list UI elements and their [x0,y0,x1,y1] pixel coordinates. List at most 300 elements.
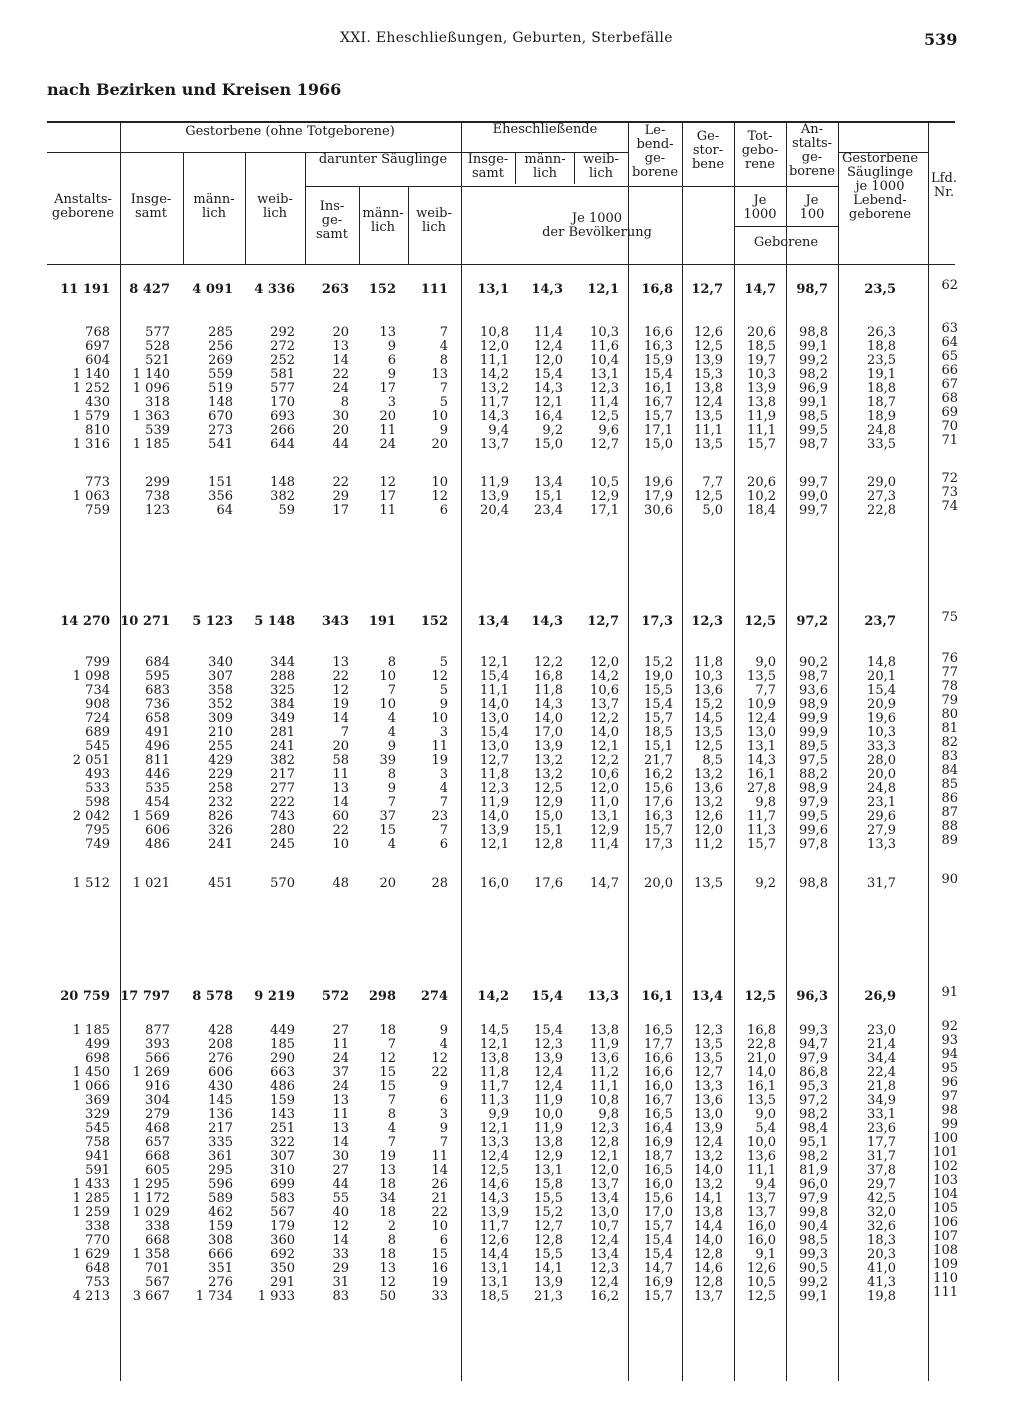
table-cell: 7 [387,1037,396,1052]
table-cell: 486 [270,1079,295,1094]
table-cell: 670 [208,409,233,424]
table-cell: 81,9 [799,1163,828,1178]
table-cell: 12,4 [590,1275,619,1290]
table-cell: 27,3 [867,489,896,504]
table-cell: 13,7 [480,437,509,452]
table-cell: 170 [270,395,295,410]
table-cell: 159 [208,1219,233,1234]
table-cell: 18,9 [867,409,896,424]
header-saeuglinge-maennlich-line: männ- [362,206,404,221]
table-cell: 15 [379,1079,396,1094]
table-cell: 245 [270,837,295,852]
table-cell: 9,4 [755,1177,776,1192]
table-cell: 648 [85,1261,110,1276]
table-cell: 591 [85,1163,110,1178]
table-cell: 1 629 [72,1247,110,1262]
table-cell: 16,0 [644,1079,673,1094]
table-cell: 298 [368,989,396,1004]
table-cell: 14 [332,353,349,368]
table-cell: 33,1 [867,1107,896,1122]
table-cell: 1 098 [72,669,110,684]
table-cell: 382 [270,489,295,504]
table-cell: 285 [208,325,233,340]
table-cell: 14,3 [747,753,776,768]
table-cell: 12,4 [480,1149,509,1164]
row-number: 93 [941,1033,958,1048]
table-cell: 13 [332,1093,349,1108]
header-ehe-weiblich-line: lich [589,166,613,181]
table-cell: 14 [332,711,349,726]
table-cell: 273 [208,423,233,438]
table-cell: 493 [85,767,110,782]
table-cell: 581 [270,367,295,382]
table-cell: 13,2 [694,767,723,782]
row-number: 111 [933,1285,958,1300]
table-cell: 689 [85,725,110,740]
table-cell: 451 [208,876,233,891]
table-cell: 743 [270,809,295,824]
table-cell: 50 [379,1289,396,1304]
table-cell: 98,5 [799,1233,828,1248]
table-cell: 382 [270,753,295,768]
table-cell: 12,1 [480,1037,509,1052]
table-cell: 10 [431,409,448,424]
table-cell: 12,1 [587,282,619,297]
table-cell: 14,4 [694,1219,723,1234]
header-ehe-insgesamt-line: Insge- [467,152,509,167]
table-cell: 299 [145,475,170,490]
table-cell: 12,8 [534,1233,563,1248]
table-cell: 1 140 [132,367,170,382]
table-cell: 12,2 [590,711,619,726]
table-cell: 11 [379,503,396,518]
table-cell: 16,1 [641,989,673,1004]
table-cell: 13,2 [534,767,563,782]
table-cell: 20,0 [867,767,896,782]
table-cell: 658 [145,711,170,726]
table-cell: 13,8 [480,1051,509,1066]
table-cell: 14,2 [590,669,619,684]
table-cell: 5 123 [192,614,233,629]
table-cell: 11 [431,739,448,754]
table-cell: 10,9 [747,697,776,712]
table-cell: 14,3 [480,1191,509,1206]
table-cell: 14,0 [590,725,619,740]
row-number: 64 [941,335,958,350]
table-cell: 208 [208,1037,233,1052]
table-cell: 16,3 [644,809,673,824]
header-je100-geborene-line: Je [805,193,819,208]
table-cell: 83 [332,1289,349,1304]
table-cell: 15,7 [644,409,673,424]
row-number: 92 [941,1019,958,1034]
table-cell: 97,2 [799,1093,828,1108]
row-number: 99 [941,1117,958,1132]
table-cell: 12,3 [691,614,723,629]
table-cell: 6 [439,1093,448,1108]
table-cell: 11,7 [480,1079,509,1094]
table-cell: 12,4 [694,1135,723,1150]
table-cell: 280 [270,823,295,838]
table-cell: 15,6 [644,1191,673,1206]
table-cell: 20,1 [867,669,896,684]
table-cell: 10,8 [590,1093,619,1108]
table-cell: 152 [420,614,448,629]
table-cell: 10,0 [747,1135,776,1150]
table-cell: 11,9 [480,475,509,490]
table-cell: 98,7 [796,282,828,297]
table-cell: 1 096 [132,381,170,396]
table-cell: 572 [321,989,349,1004]
row-number: 95 [941,1061,958,1076]
table-cell: 14,1 [534,1261,563,1276]
table-cell: 12,5 [744,989,776,1004]
row-number: 89 [941,833,958,848]
table-cell: 12,0 [694,823,723,838]
page-number: 539 [924,30,958,49]
table-cell: 13,1 [590,367,619,382]
table-cell: 13,9 [534,1051,563,1066]
table-cell: 19,6 [644,475,673,490]
table-cell: 252 [270,353,295,368]
table-cell: 2 042 [72,809,110,824]
row-number: 91 [941,985,958,1000]
header-ehe-insgesamt [468,153,509,181]
table-cell: 17,1 [590,503,619,518]
table-cell: 291 [270,1275,295,1290]
table-cell: 11,0 [590,795,619,810]
table-cell: 11,1 [480,683,509,698]
table-cell: 13,2 [480,381,509,396]
table-cell: 17 [379,489,396,504]
table-cell: 734 [85,683,110,698]
table-cell: 3 [439,767,448,782]
row-number: 85 [941,777,958,792]
table-cell: 1 433 [72,1177,110,1192]
table-cell: 99,5 [799,423,828,438]
table-cell: 99,8 [799,1205,828,1220]
table-cell: 16,6 [644,1051,673,1066]
table-cell: 14,6 [480,1177,509,1192]
header-anstaltsgeborene-line: geborene [51,206,115,221]
table-cell: 12,5 [747,1289,776,1304]
table-cell: 13,1 [480,1261,509,1276]
table-cell: 14,5 [480,1023,509,1038]
table-cell: 8 427 [129,282,170,297]
table-cell: 810 [85,423,110,438]
table-cell: 13,7 [590,1177,619,1192]
table-cell: 12,3 [480,781,509,796]
table-cell: 1 172 [132,1191,170,1206]
table-cell: 11,8 [534,683,563,698]
table-cell: 12 [379,1275,396,1290]
table-cell: 10,3 [867,725,896,740]
table-cell: 99,2 [799,353,828,368]
row-number: 98 [941,1103,958,1118]
table-cell: 16,3 [644,339,673,354]
table-cell: 428 [208,1023,233,1038]
table-cell: 13 [431,367,448,382]
table-cell: 95,1 [799,1135,828,1150]
table-cell: 361 [208,1149,233,1164]
table-cell: 12,4 [534,1065,563,1080]
table-cell: 454 [145,795,170,810]
table-cell: 13,1 [747,739,776,754]
table-cell: 266 [270,423,295,438]
table-cell: 16,0 [747,1233,776,1248]
table-cell: 13,3 [480,1135,509,1150]
col-divider [928,121,929,1381]
table-cell: 11,7 [480,395,509,410]
table-cell: 21,4 [867,1037,896,1052]
table-cell: 10 [379,697,396,712]
table-cell: 11,2 [590,1065,619,1080]
header-gestorbene-weiblich-line: weib- [257,192,293,207]
table-cell: 684 [145,655,170,670]
header-gestorbene-group: Gestorbene (ohne Totgeborene) [185,124,395,139]
table-cell: 1 063 [72,489,110,504]
table-cell: 148 [270,475,295,490]
table-cell: 799 [85,655,110,670]
row-number: 75 [941,610,958,625]
header-saeuglinge-weiblich-line: weib- [416,206,452,221]
table-cell: 9,2 [755,876,776,891]
table-cell: 23,5 [867,353,896,368]
table-cell: 329 [85,1107,110,1122]
table-cell: 9 219 [254,989,295,1004]
table-cell: 429 [208,753,233,768]
table-cell: 528 [145,339,170,354]
table-cell: 28 [431,876,448,891]
table-cell: 10 271 [120,614,170,629]
row-number: 105 [933,1201,958,1216]
table-cell: 98,4 [799,1121,828,1136]
table-cell: 11 [332,1037,349,1052]
table-cell: 41,3 [867,1275,896,1290]
table-cell: 17,6 [534,876,563,891]
table-cell: 55 [332,1191,349,1206]
header-gestorbene-weiblich [257,193,293,221]
table-cell: 13,9 [480,489,509,504]
table-cell: 29 [332,1261,349,1276]
table-cell: 21,8 [867,1079,896,1094]
table-cell: 11,3 [747,823,776,838]
table-cell: 269 [208,353,233,368]
table-cell: 12,4 [590,1233,619,1248]
table-cell: 98,5 [799,409,828,424]
table-cell: 15,7 [747,837,776,852]
table-cell: 11,9 [590,1037,619,1052]
table-cell: 307 [208,669,233,684]
table-cell: 1 358 [132,1247,170,1262]
table-cell: 12,8 [534,837,563,852]
table-cell: 13,7 [694,1289,723,1304]
table-cell: 12,1 [534,395,563,410]
table-cell: 12,4 [534,1079,563,1094]
table-cell: 446 [145,767,170,782]
table-cell: 29,0 [867,475,896,490]
row-number: 94 [941,1047,958,1062]
table-cell: 24,8 [867,423,896,438]
table-cell: 12,4 [534,339,563,354]
table-cell: 9,8 [598,1107,619,1122]
table-cell: 4 213 [72,1289,110,1304]
table-cell: 15,2 [694,697,723,712]
table-cell: 11,1 [694,423,723,438]
table-cell: 16,1 [644,381,673,396]
table-cell: 11,9 [747,409,776,424]
table-cell: 58 [332,753,349,768]
table-cell: 14,0 [694,1163,723,1178]
col-divider [408,186,409,264]
table-cell: 15,3 [694,367,723,382]
table-cell: 16,0 [747,1219,776,1234]
row-number: 74 [941,499,958,514]
table-cell: 98,8 [799,876,828,891]
table-cell: 15,5 [534,1191,563,1206]
table-cell: 519 [208,381,233,396]
table-cell: 13,0 [480,739,509,754]
table-cell: 26,3 [867,325,896,340]
header-geborene: Geborene [753,235,819,250]
table-cell: 10 [379,669,396,684]
table-cell: 288 [270,669,295,684]
table-cell: 11,1 [480,353,509,368]
table-cell: 7 [439,325,448,340]
table-cell: 99,9 [799,711,828,726]
table-cell: 12,2 [534,655,563,670]
page-title: XXI. Eheschließungen, Geburten, Sterbefälle [340,30,673,46]
row-number: 80 [941,707,958,722]
header-totgeborene-line: rene [745,157,775,172]
table-cell: 10,3 [590,325,619,340]
table-cell: 11,7 [480,1219,509,1234]
table-cell: 666 [208,1247,233,1262]
header-gestorbene-insgesamt [131,193,172,221]
table-cell: 14,3 [531,614,563,629]
table-cell: 18,5 [480,1289,509,1304]
table-cell: 9,0 [755,655,776,670]
table-cell: 384 [270,697,295,712]
table-cell: 32,6 [867,1219,896,1234]
table-cell: 17,3 [644,837,673,852]
table-cell: 15,5 [534,1247,563,1262]
table-cell: 4 [439,1037,448,1052]
table-cell: 33,5 [867,437,896,452]
table-cell: 37 [332,1065,349,1080]
table-cell: 1 252 [72,381,110,396]
table-cell: 941 [85,1149,110,1164]
table-cell: 5 [439,683,448,698]
table-cell: 12,4 [694,395,723,410]
table-cell: 1 316 [72,437,110,452]
table-cell: 877 [145,1023,170,1038]
table-cell: 15 [379,823,396,838]
table-cell: 13,4 [691,989,723,1004]
table-cell: 23,4 [534,503,563,518]
table-cell: 15 [431,1247,448,1262]
row-number: 71 [941,433,958,448]
table-cell: 14 [332,1135,349,1150]
table-cell: 28,0 [867,753,896,768]
table-cell: 644 [270,437,295,452]
table-cell: 753 [85,1275,110,1290]
table-cell: 10,2 [747,489,776,504]
table-cell: 657 [145,1135,170,1150]
table-cell: 14,3 [480,409,509,424]
col-divider [245,152,246,264]
table-cell: 13,6 [590,1051,619,1066]
table-cell: 27 [332,1163,349,1178]
table-cell: 13 [332,781,349,796]
table-cell: 1 259 [72,1205,110,1220]
table-cell: 16,8 [641,282,673,297]
table-cell: 10,6 [590,767,619,782]
table-cell: 12,1 [480,837,509,852]
table-cell: 11,3 [480,1093,509,1108]
table-cell: 12,9 [590,489,619,504]
header-anstaltsgeborene-rate-line: stalts- [791,136,833,151]
table-cell: 7,7 [755,683,776,698]
table-cell: 13,9 [694,1121,723,1136]
table-cell: 37,8 [867,1163,896,1178]
table-cell: 12,6 [694,809,723,824]
table-cell: 16,5 [644,1107,673,1122]
table-cell: 26 [431,1177,448,1192]
table-cell: 559 [208,367,233,382]
header-gestorbene-saeuglinge-rate-line: Lebend- [853,193,907,208]
table-cell: 606 [145,823,170,838]
table-cell: 20,9 [867,697,896,712]
table-cell: 263 [321,282,349,297]
table-cell: 4 [387,725,396,740]
table-cell: 12,0 [590,781,619,796]
table-cell: 290 [270,1051,295,1066]
table-cell: 22,8 [747,1037,776,1052]
table-cell: 96,3 [796,989,828,1004]
header-saeuglinge-insgesamt-line: Ins- [319,199,345,214]
table-cell: 16,4 [644,1121,673,1136]
header-anstaltsgeborene-rate [789,123,835,179]
table-cell: 14,7 [590,876,619,891]
table-cell: 18,7 [644,1149,673,1164]
table-cell: 7 [439,795,448,810]
table-cell: 11,2 [694,837,723,852]
table-cell: 90,4 [799,1219,828,1234]
table-cell: 292 [270,325,295,340]
table-cell: 13,9 [480,1205,509,1220]
col-divider [838,121,839,1381]
table-cell: 12,7 [587,614,619,629]
table-cell: 7,7 [702,475,723,490]
table-cell: 8 [387,1233,396,1248]
table-cell: 12 [332,1219,349,1234]
table-cell: 10,5 [747,1275,776,1290]
table-cell: 99,7 [799,503,828,518]
table-cell: 698 [85,1051,110,1066]
table-cell: 23,5 [864,282,896,297]
row-number: 106 [933,1215,958,1230]
table-cell: 99,2 [799,1275,828,1290]
rule-geborene [734,226,838,227]
table-cell: 18,3 [867,1233,896,1248]
table-cell: 545 [85,739,110,754]
table-cell: 276 [208,1051,233,1066]
table-cell: 256 [208,339,233,354]
table-cell: 4 [387,837,396,852]
table-cell: 12,3 [534,1037,563,1052]
table-cell: 21,7 [644,753,673,768]
